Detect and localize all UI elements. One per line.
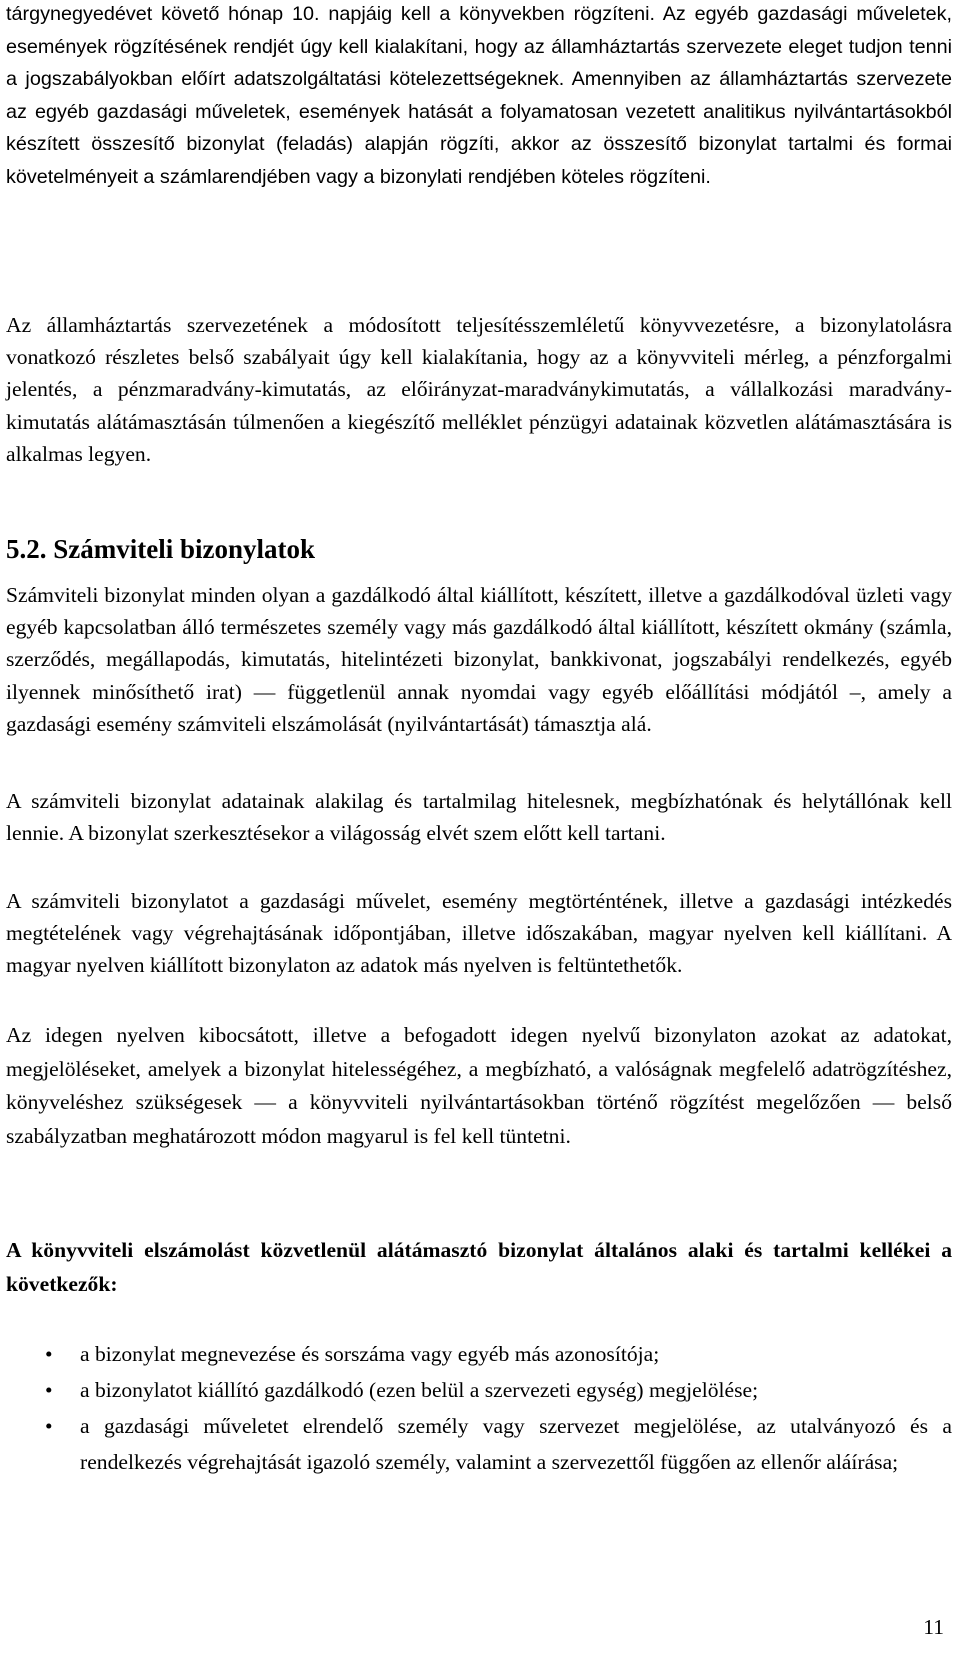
bullet-icon: • [45, 1378, 53, 1402]
list-item [0, 1408, 952, 1480]
paragraph-foreign-language: Az idegen nyelven kibocsátott, illetve a befogadott idegen nyelvű bizonylaton azokat az adatokat, megjelöléseket, amelyek a bizonylat hitelességéhez, a megbízható, a valóságnak megfelelő adatrögzítéshez, könyveléshez szükségesek — a könyvviteli nyilvántartásokban történő rögzítést megelőzően — belső szabályzatban meghatározott módon magyarul is fel kell tüntetni. [6, 1023, 952, 1148]
bullet-icon: • [45, 1414, 53, 1438]
list-item [0, 1372, 952, 1408]
paragraph-definition: Számviteli bizonylat minden olyan a gazdálkodó által kiállított, készített, illetve a gazdálkodóval üzleti vagy egyéb kapcsolatban álló természetes személy vagy más gazdálkodó által kiállított, készített okmány (számla, szerződés, megállapodás, kimutatás, hitelintézeti bizonylat, bankkivonat, jogszabályi rendelkezés, egyéb ilyennek minősíthető irat) — függetlenül annak nyomdai vagy egyéb előállítási módjától –, amely a gazdasági esemény számviteli elszámolását (nyilvántartását) támasztja alá. [6, 583, 952, 736]
paragraph-requirements-title: A könyvviteli elszámolást közvetlenül alátámasztó bizonylat általános alaki és tartalmi kellékei a következők: [6, 1238, 952, 1296]
paragraph-intro: tárgynegyedévet követő hónap 10. napjáig kell a könyvekben rögzíteni. Az egyéb gazdasági műveletek, események rögzítésének rendjét úgy kell kialakítani, hogy az államháztartás szervezete eleget tudjon tenni a jogszabályokban előírt adatszolgáltatási kötelezettségeknek. Amennyiben az államháztartás szervezete az egyéb gazdasági műveletek, események hatását a folyamatosan vezetett analitikus nyilvántartásokból készített összesítő bizonylat (feladás) alapján rögzíti, akkor az összesítő bizonylat tartalmi és formai követelményeit a számlarendjében vagy a bizonylati rendjében köteles rögzíteni. [6, 3, 952, 188]
list-item-text: a gazdasági műveletet elrendelő személy vagy szervezet megjelölése, az utalványozó és a rendelkezés végrehajtását igazoló személy, valamint a szervezettől függően az ellenőr aláírása; [80, 1414, 952, 1474]
section-heading: 5.2. Számviteli bizonylatok [6, 534, 315, 564]
paragraph-authenticity: A számviteli bizonylat adatainak alakilag és tartalmilag hitelesnek, megbízhatónak és helytállónak kell lennie. A bizonylat szerkesztésekor a világosság elvét szem előtt kell tartani. [6, 789, 952, 846]
paragraph-reporting-rules: Az államháztartás szervezetének a módosított teljesítésszemléletű könyvvezetésre, a bizonylatolásra vonatkozó részletes belső szabályait úgy kell kialakítania, hogy az a könyvviteli mérleg, a pénzforgalmi jelentés, a pénzmaradvány-kimutatás, az előirányzat-maradványkimutatás, a vállalkozási maradvány-kimutatás alátámasztásán túlmenően a kiegészítő melléklet pénzügyi adatainak közvetlen alátámasztására is alkalmas legyen. [6, 313, 952, 466]
list-item-text: a bizonylatot kiállító gazdálkodó (ezen belül a szervezeti egység) megjelölése; [80, 1378, 759, 1402]
bullet-icon: • [45, 1342, 53, 1366]
list-item [0, 1336, 952, 1372]
page-number: 11 [923, 1615, 944, 1639]
list-item-text: a bizonylat megnevezése és sorszáma vagy egyéb más azonosítója; [80, 1342, 660, 1366]
requirements-list [0, 1336, 952, 1480]
paragraph-language: A számviteli bizonylatot a gazdasági művelet, esemény megtörténtének, illetve a gazdasági intézkedés megtételének vagy végrehajtásának időpontjában, illetve időszakában, magyar nyelven kell kiállítani. A magyar nyelven kiállított bizonylaton az adatok más nyelven is feltüntethetők. [6, 889, 952, 978]
